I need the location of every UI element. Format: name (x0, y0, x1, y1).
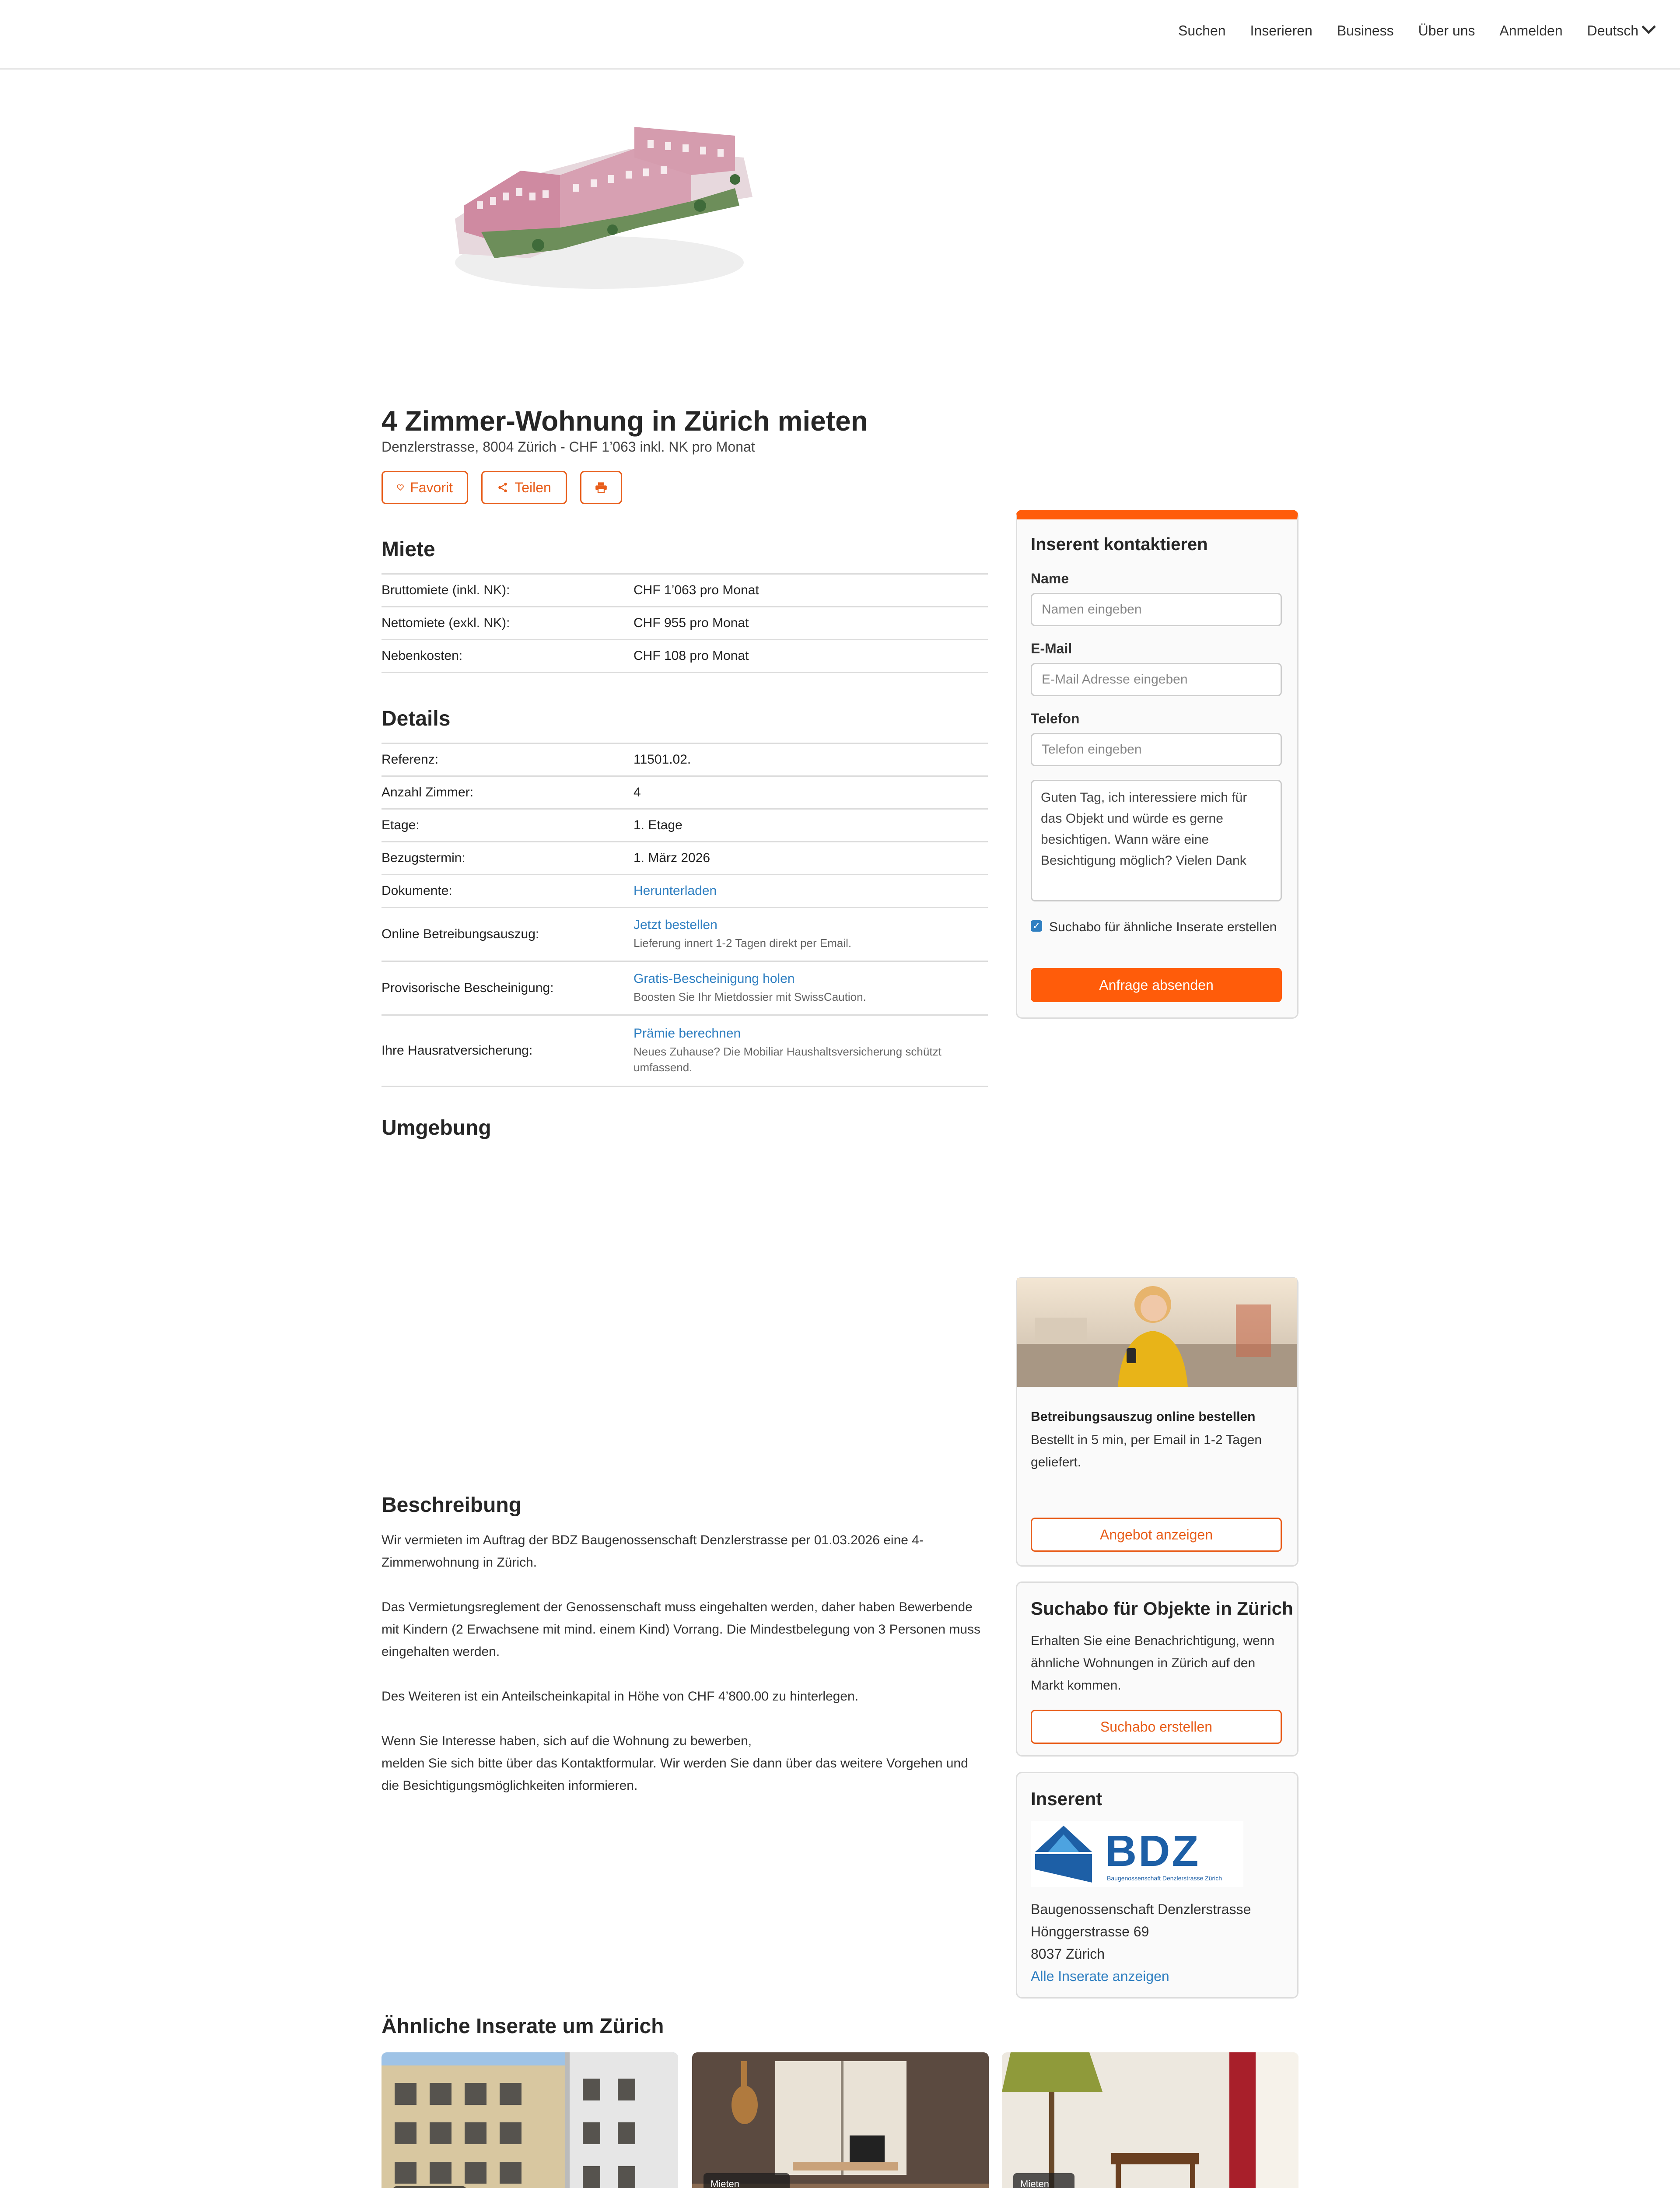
table-row: Online Betreibungsauszug: Jetzt bestellen Lieferung innert 1-2 Tagen direkt per Email. (382, 908, 988, 961)
promo-text: Bestellt in 5 min, per Email in 1-2 Tagen geliefert. (1031, 1433, 1262, 1469)
all-listings-link[interactable]: Alle Inserate anzeigen (1031, 1968, 1169, 1984)
suchabo-checkbox-label: Suchabo für ähnliche Inserate erstellen (1049, 920, 1277, 934)
similar-listing-card[interactable] (1002, 2052, 1298, 2188)
bdz-logo-subtitle: Baugenossenschaft Denzlerstrasse Zürich (1107, 1875, 1222, 1882)
email-input[interactable]: E-Mail Adresse eingeben (1031, 663, 1282, 696)
download-link[interactable]: Herunterladen (634, 884, 717, 898)
nav-anmelden[interactable]: Anmelden (1499, 23, 1563, 39)
nav-suchen[interactable]: Suchen (1178, 23, 1226, 39)
top-navigation (0, 0, 1680, 70)
umgebung-heading: Umgebung (382, 1116, 491, 1140)
building-hero-image[interactable] (429, 118, 770, 306)
bdz-logo-mark-icon (1031, 1821, 1096, 1887)
price-badge: Mieten (704, 2173, 790, 2188)
promo-title: Betreibungsauszug online bestellen (1031, 1410, 1256, 1424)
print-icon (595, 482, 607, 493)
table-row: Nebenkosten: CHF 108 pro Monat (382, 640, 988, 673)
table-row: Referenz: 11501.02. (382, 743, 988, 776)
action-buttons (382, 471, 622, 504)
suchabo-checkbox[interactable]: ✓ (1031, 920, 1042, 932)
price-badge (393, 2186, 466, 2188)
inserent-heading: Inserent (1031, 1788, 1102, 1809)
submit-request-button[interactable]: Anfrage absenden (1031, 968, 1282, 1002)
name-input[interactable]: Namen eingeben (1031, 593, 1282, 626)
contact-card (1016, 510, 1298, 1019)
name-label: Name (1031, 571, 1069, 586)
share-icon (497, 482, 508, 493)
listing-photo[interactable] (1002, 2052, 1298, 2188)
table-row: Bezugstermin: 1. März 2026 (382, 842, 988, 875)
similar-listing-card[interactable] (692, 2052, 989, 2188)
listing-subtitle: Denzlerstrasse, 8004 Zürich - CHF 1’063 inkl. NK pro Monat (382, 439, 755, 455)
bescheinigung-link[interactable]: Gratis-Bescheinigung holen (634, 971, 795, 986)
heart-icon (397, 482, 404, 493)
table-row: Etage: 1. Etage (382, 809, 988, 842)
contact-heading: Inserent kontaktieren (1031, 535, 1208, 554)
jetzt-bestellen-link[interactable]: Jetzt bestellen (634, 918, 718, 932)
price-badge: Mieten (1013, 2173, 1074, 2188)
inserent-address: Baugenossenschaft Denzlerstrasse Hönggerstrasse 69 8037 Zürich Alle Inserate anzeigen (1031, 1901, 1251, 1984)
table-row: Anzahl Zimmer: 4 (382, 776, 988, 809)
beschreibung-heading: Beschreibung (382, 1494, 522, 1517)
details-table (382, 743, 988, 1087)
listing-room-image (692, 2052, 989, 2188)
table-row: Provisorische Bescheinigung: Gratis-Bescheinigung holen Boosten Sie Ihr Mietdossier mit SwissCaution. (382, 961, 988, 1015)
suchabo-checkbox-row (1031, 917, 1282, 938)
table-row: Nettomiete (exkl. NK): CHF 955 pro Monat (382, 607, 988, 640)
bdz-logo-text: BDZ (1105, 1827, 1200, 1876)
suchabo-card (1016, 1581, 1298, 1757)
promo-woman-image[interactable] (1017, 1278, 1297, 1387)
praemie-link[interactable]: Prämie berechnen (634, 1026, 741, 1041)
message-textarea[interactable]: Guten Tag, ich interessiere mich für das Objekt und würde es gerne besichtigen. Wann wäre eine Besichtigung möglich? Vielen Dank (1031, 780, 1282, 901)
favorite-button[interactable]: Favorit (382, 471, 468, 504)
listing-photo[interactable] (692, 2052, 989, 2188)
page-title: 4 Zimmer-Wohnung in Zürich mieten (382, 405, 868, 437)
miete-heading: Miete (382, 538, 435, 561)
nav-items (1178, 23, 1654, 39)
miete-table (382, 573, 988, 673)
details-heading: Details (382, 707, 451, 730)
phone-label: Telefon (1031, 711, 1080, 726)
description-text: Wir vermieten im Auftrag der BDZ Baugenossenschaft Denzlerstrasse per 01.03.2026 eine 4-Zimmerwohnung in Zürich. Das Vermietungsreglement der Genossenschaft muss eingehalten werden, daher haben Bewerbende mit Kindern (2 Erwachsene mit mind. einem Kind) Vorrang. Die Mindestbelegung von 3 Personen muss eingehalten werden. Des Weiteren ist ein Anteilscheinkapital in Höhe von CHF 4’800.00 zu hinterlegen. Wenn Sie Interesse haben, sich auf die Wohnung zu bewerben, melden Sie sich bitte über das Kontaktformular. Wir werden Sie dann über das weitere Vorgehen und die Besichtigungsmöglichkeiten informieren. (382, 1533, 981, 1793)
phone-input[interactable]: Telefon eingeben (1031, 733, 1282, 766)
suchabo-heading: Suchabo für Objekte in Zürich (1031, 1598, 1293, 1619)
email-label: E-Mail (1031, 641, 1072, 656)
bdz-logo[interactable] (1031, 1821, 1243, 1887)
table-row: Bruttomiete (inkl. NK): CHF 1’063 pro Monat (382, 574, 988, 607)
listing-photo[interactable] (382, 2052, 678, 2188)
print-button[interactable] (580, 471, 622, 504)
table-row: Ihre Hausratversicherung: Prämie berechnen Neues Zuhause? Die Mobiliar Haushaltsversicherung schützt umfassend. (382, 1015, 988, 1087)
listing-building-image (382, 2052, 678, 2188)
share-button[interactable]: Teilen (481, 471, 567, 504)
listing-room-image (1002, 2052, 1298, 2188)
inserent-card (1016, 1772, 1298, 1999)
suchabo-text: Erhalten Sie eine Benachrichtigung, wenn ähnliche Wohnungen in Zürich auf den Markt kommen. (1031, 1634, 1275, 1693)
chevron-down-icon (1642, 20, 1656, 34)
nav-inserieren[interactable]: Inserieren (1250, 23, 1312, 39)
nav-business[interactable]: Business (1337, 23, 1394, 39)
promo-offer-button[interactable]: Angebot anzeigen (1031, 1518, 1282, 1552)
language-dropdown[interactable]: Deutsch (1587, 23, 1654, 39)
similar-heading: Ähnliche Inserate um Zürich (382, 2015, 664, 2038)
nav-ueber-uns[interactable]: Über uns (1418, 23, 1475, 39)
similar-listing-card[interactable] (382, 2052, 678, 2188)
promo-card (1016, 1277, 1298, 1567)
suchabo-create-button[interactable]: Suchabo erstellen (1031, 1710, 1282, 1744)
table-row: Dokumente: Herunterladen (382, 875, 988, 908)
